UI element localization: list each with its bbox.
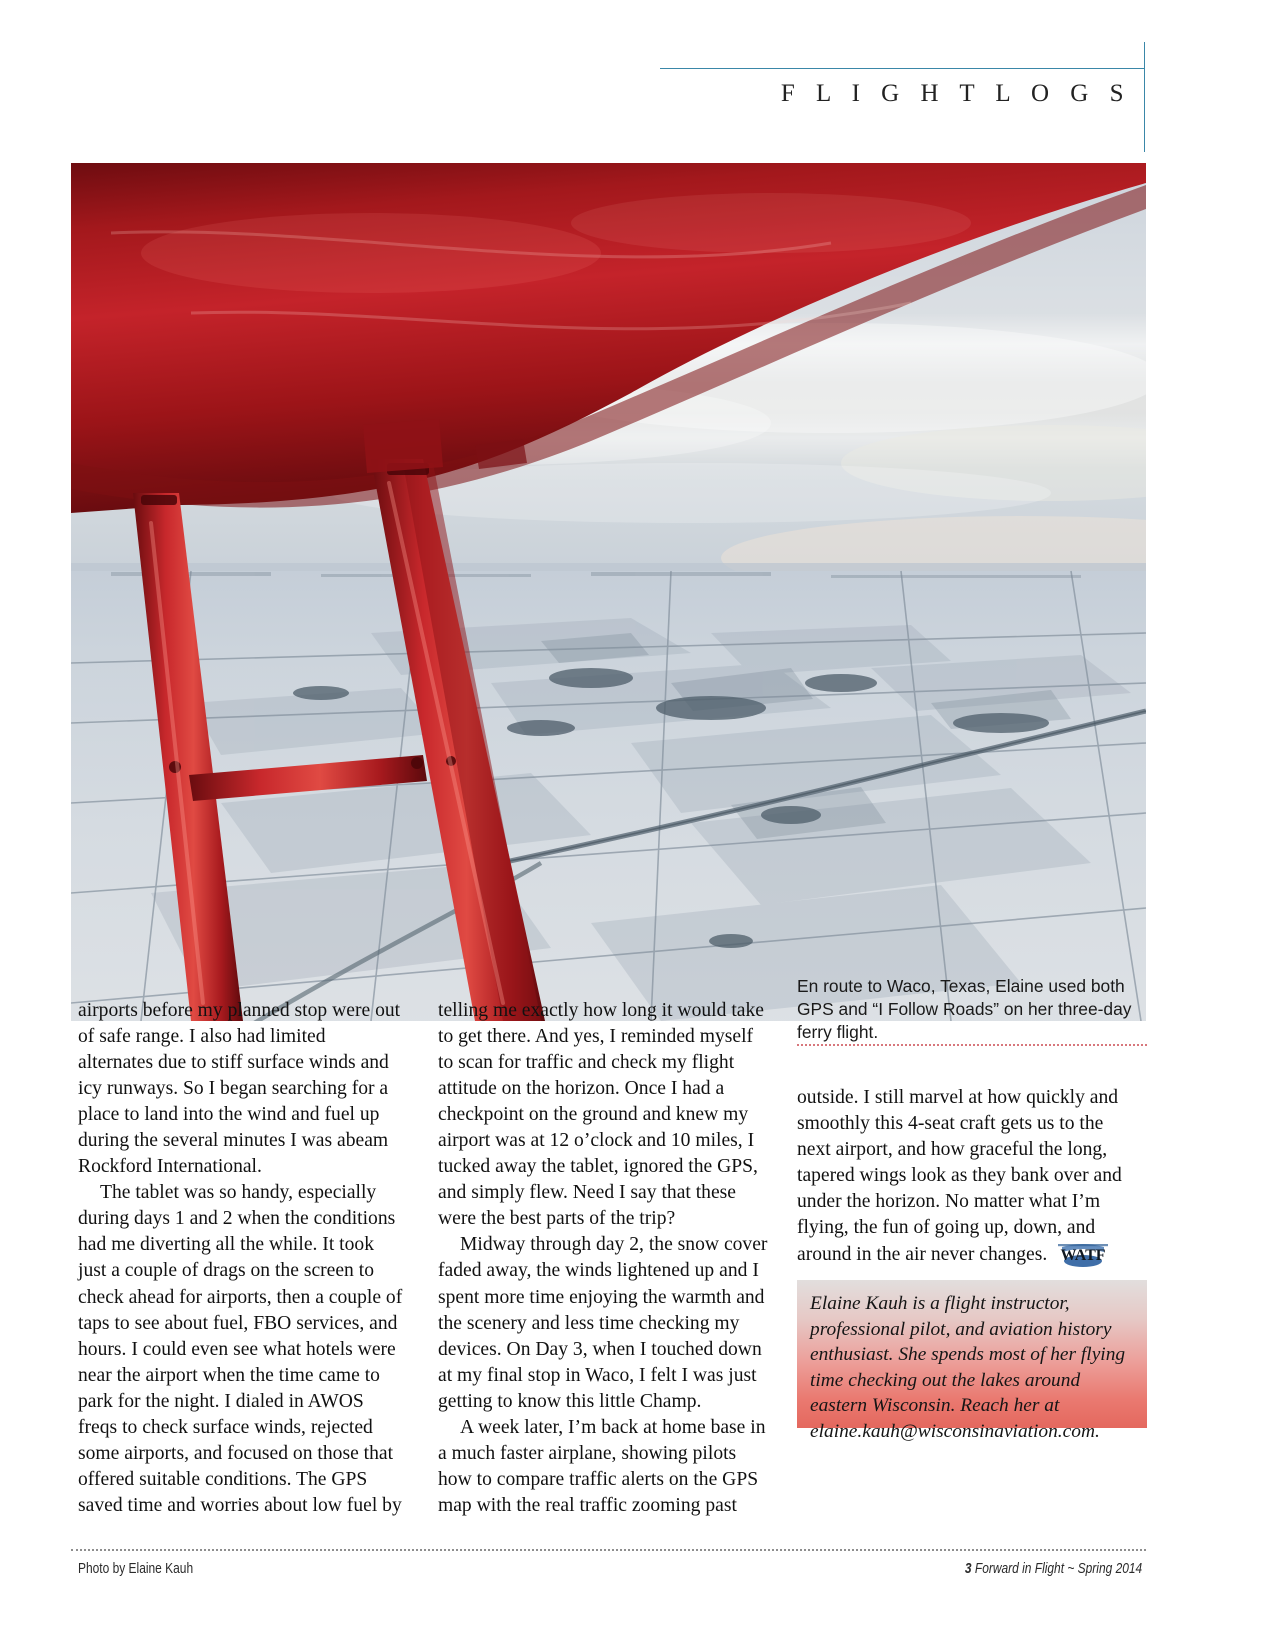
caption-divider — [797, 1044, 1147, 1046]
header-horizontal-rule — [660, 68, 1145, 69]
header-vertical-rule — [1144, 42, 1145, 152]
photo-caption: En route to Waco, Texas, Elaine used both GPS and “I Follow Roads” on her three-day ferry flight. — [797, 976, 1132, 1043]
author-bio-box — [797, 1280, 1147, 1442]
paragraph: airports before my planned stop were out of safe range. I also had limited alternates due to stiff surface winds and icy runways. So I began searching for a place to land into the wind and fuel up during the several minutes I was abeam Rockford International. — [78, 1000, 401, 1178]
article-photo — [71, 163, 1146, 1021]
article-column-1 — [78, 998, 403, 1519]
article-column-3 — [797, 1085, 1137, 1268]
author-bio-text: Elaine Kauh is a flight instructor, professional pilot, and aviation history enthusiast. She spends most of her flying time checking out the lakes around eastern Wisconsin. Reach her at elaine.kauh@wisconsinaviation.com. — [810, 1293, 1126, 1442]
footer-divider — [71, 1549, 1146, 1551]
paragraph: A week later, I’m back at home base in a much faster airplane, showing pilots how to compare traffic alerts on the GPS map with the real traffic zooming past — [438, 1416, 766, 1516]
page-title: F L I G H T L O G S — [780, 80, 1131, 107]
photo-credit: Photo by Elaine Kauh — [78, 1561, 194, 1577]
watf-logo-icon — [1052, 1241, 1114, 1267]
page-header — [660, 68, 1145, 148]
paragraph: telling me exactly how long it would take to get there. And yes, I reminded myself to scan for traffic and check my flight attitude on the horizon. Once I had a checkpoint on the ground and knew my airport was at 12 o’clock and 10 miles, I tucked away the tablet, ignored the GPS, and simply flew. Need I say that these were the best parts of the trip? — [438, 1000, 764, 1230]
article-column-2 — [438, 998, 773, 1519]
paragraph: The tablet was so handy, especially during days 1 and 2 when the conditions had me diverting all the while. It took just a couple of drags on the screen to check ahead for airports, then a couple of taps to see about fuel, FBO services, and hours. I could even see what hotels were near the airport when the time came to park for the night. I dialed in AWOS freqs to check surface winds, rejected some airports, and focused on those that offered suitable conditions. The GPS saved time and worries about low fuel by — [78, 1182, 403, 1516]
paragraph — [797, 1085, 1137, 1268]
paragraph: Midway through day 2, the snow cover faded away, the winds lightened up and I spent more time enjoying the warmth and the scenery and less time checking my devices. On Day 3, when I touched down at my final stop in Waco, I felt I was just getting to know this little Champ. — [438, 1234, 768, 1412]
publication-name: Forward in Flight ~ Spring 2014 — [974, 1561, 1142, 1577]
page-number: 3 — [964, 1561, 972, 1577]
aerial-photo-illustration — [71, 163, 1146, 1021]
svg-text:WATF: WATF — [1060, 1247, 1106, 1265]
paragraph-text: outside. I still marvel at how quickly and smoothly this 4-seat craft gets us to the next airport, and how graceful the long, tapered wings look as they bank over and under the horizon. No matter what I’m flying, the fun of going up, down, and around in the air never changes. — [797, 1087, 1122, 1266]
footer-publication-info — [965, 1561, 1142, 1577]
